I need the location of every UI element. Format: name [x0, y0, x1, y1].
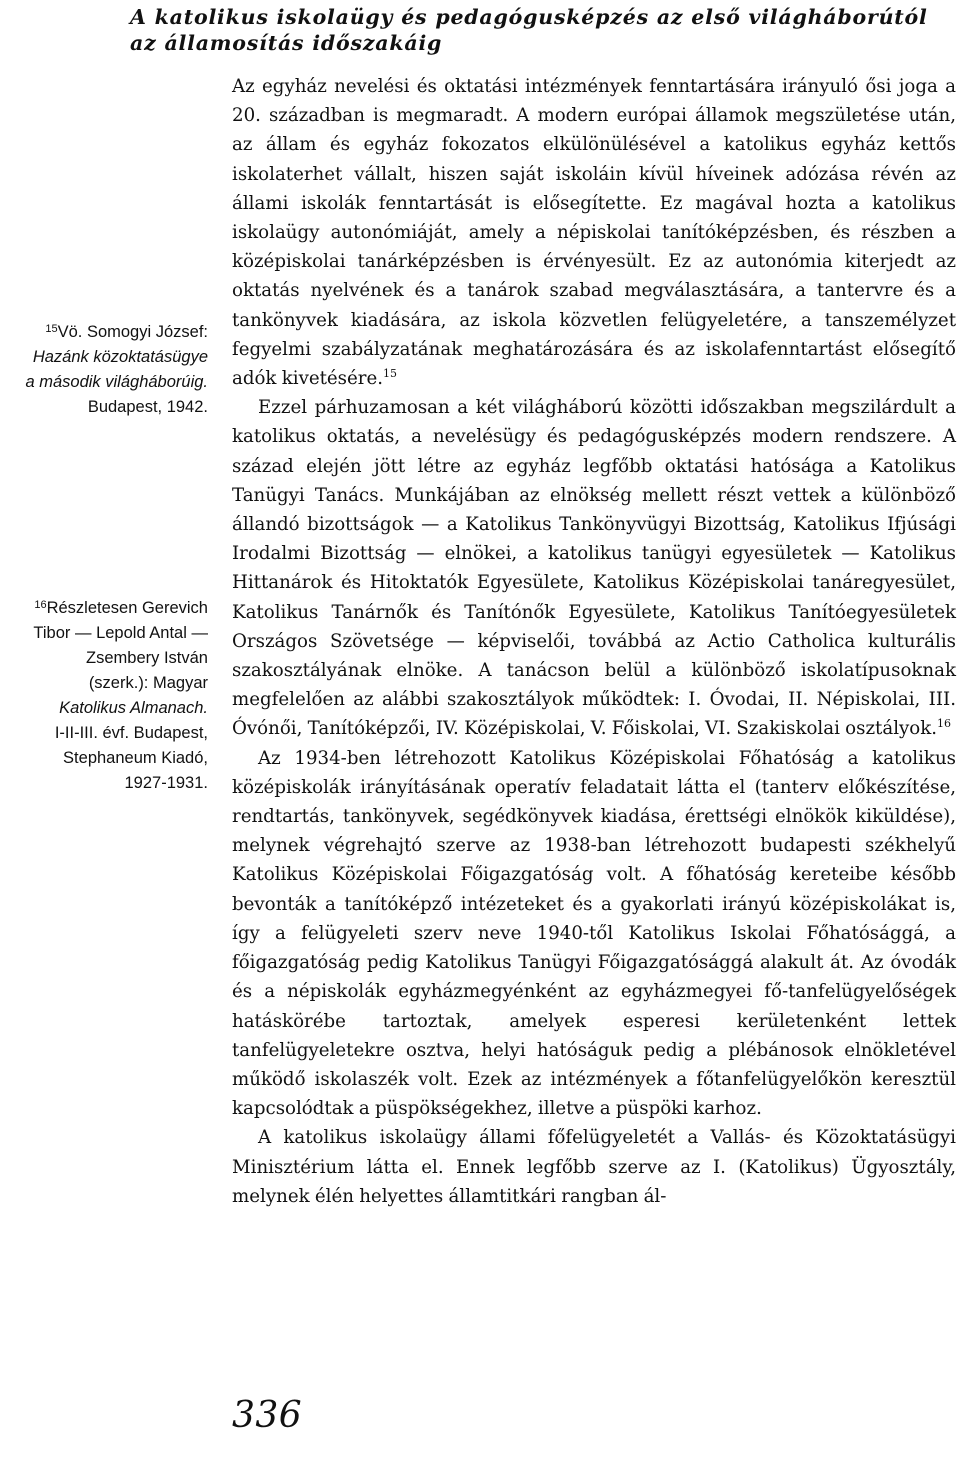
- footnote-15: [0, 320, 208, 420]
- footnote-line: $^{16}$Részletesen Gerevich: [34, 599, 208, 617]
- paragraph: Ezzel párhuzamosan a két világháború közötti időszakban megszilárdult a katolikus oktatás, a nevelésügy és pedagógusképzés modern rendszere. A század elején jött létre az egyház legfőbb oktatási hatósága a Katolikus Tanügyi Tanács. Munkájában az elnökség mellett részt vettek a különböző állandó bizottságok — a Katolikus Tankönyvügyi Bizottság, Katolikus Ifjúsági Irodalmi Bizottság — elnökei, a katolikus tanügyi egyesületek — Katolikus Hittanárok és Hitoktatók Egyesülete, Katolikus Középiskolai tanáregyesület, Katolikus Tanárnők és Tanítónők Egyesülete, Katolikus Tanítóegyesületek Országos Szövetsége — képviselői, továbbá az Actio Catholica kulturális szakosztályának elnöke. A tanácson belül a különböző iskolatípusoknak megfelelően az alábbi szakosztályok működtek: I. Óvodai, II. Népiskolai, III. Óvónői, Tanítóképzői, IV. Középiskolai, V. Főiskolai, VI. Szakiskolai osztályok.$^{16}$: [232, 397, 956, 740]
- footnote-line: Tibor — Lepold Antal —: [33, 624, 208, 642]
- footnote-line: Katolikus Almanach.: [59, 699, 208, 717]
- footnote-ref: 15: [383, 367, 398, 381]
- main-text: [232, 72, 956, 1211]
- footnote-line: 1927-1931.: [124, 774, 208, 792]
- footnote-line: I-II-III. évf. Budapest,: [54, 724, 208, 742]
- footnote-number: 16: [34, 599, 47, 611]
- paragraph: A katolikus iskolaügy állami főfelügyeletét a Vallás- és Közoktatásügyi Minisztérium látta el. Ennek legfőbb szerve az I. (Katolikus) Ügyosztály, melynek élén helyettes államtitkári rangban ál-: [232, 1127, 956, 1207]
- page-number: 336: [232, 1395, 303, 1436]
- footnote-ref: 16: [937, 717, 952, 731]
- footnote-line: (szerk.): Magyar: [88, 674, 208, 692]
- footnote-line: a második világháborúig.: [25, 373, 208, 391]
- footnote-line: Zsembery István: [86, 649, 208, 667]
- paragraph: Az 1934-ben létrehozott Katolikus Középiskolai Főhatóság a katolikus középiskolák irányításának operatív feladatait látta el (tanterv előkészítése, rendtartás, tankönyvek, segédkönyvek kiadása, érettségi elnökök kiküldése), melynek végrehajtó szerve az 1938-ban létrehozott budapesti székhelyű Katolikus Középiskolai Főigazgatóság volt. A főhatóság kereteibe később bevonták a tanítóképző intézeteket és a gyakorlati irányú középiskolákat is, így a felügyeleti szerv neve 1940-től Katolikus Iskolai Főhatósággá, a főigazgatóság pedig Katolikus Tanügyi Főigazgatósággá alakult át. Az óvodák és a népiskolák egyházmegyénként az egyházmegyei fő-tanfelügyelőségek hatáskörébe tartoztak, amelyek esperesi kerületenként lettek tanfelügyeletekre osztva, helyi hatóságuk pedig a plébánosok elnökletével működő iskolaszék volt. Ezek az intézmények a főtanfelügyelőkön keresztül kapcsolódtak a püspökségekhez, illetve a püspöki karhoz.: [232, 747, 956, 1120]
- footnote-number: 15: [45, 323, 58, 335]
- footnote-line: Budapest, 1942.: [87, 398, 208, 416]
- footnote-line: Hazánk közoktatásügye: [32, 348, 208, 366]
- footnote-line: Stephaneum Kiadó,: [63, 749, 208, 767]
- running-header: A katolikus iskolaügy és pedagógusképzés az első világháborútól az államosítás időszakáig: [130, 5, 928, 55]
- footnote-16: [0, 596, 208, 796]
- footnote-line: $^{15}$Vö. Somogyi József:: [45, 323, 208, 341]
- paragraph: Az egyház nevelési és oktatási intézmények fenntartására irányuló ősi joga a 20. században is megmaradt. A modern európai államok megszületése után, az állam és egyház fokozatos elkülönülésével a katolikus egyház kettős iskolaterhet vállalt, hiszen saját iskoláin kívül híveinek adózása révén az állami iskolák fenntartását is elősegítette. Ez magával hozta a katolikus iskolaügy autonómiáját, amely a népiskolai tanítóképzésben, és részben a középiskolai tanárképzésben is érvényesült. Ez az autonómia kiterjedt az oktatás nyelvének és a tanárok szabad megválasztására, a tantervre és a tankönyvek kiadására, az iskola közvetlen felügyeletére, a tanszemélyzet fegyelmi szabályzatának meghatározására és az iskolafenntartást elősegítő adók kivetésére.$^{15}$: [232, 76, 956, 390]
